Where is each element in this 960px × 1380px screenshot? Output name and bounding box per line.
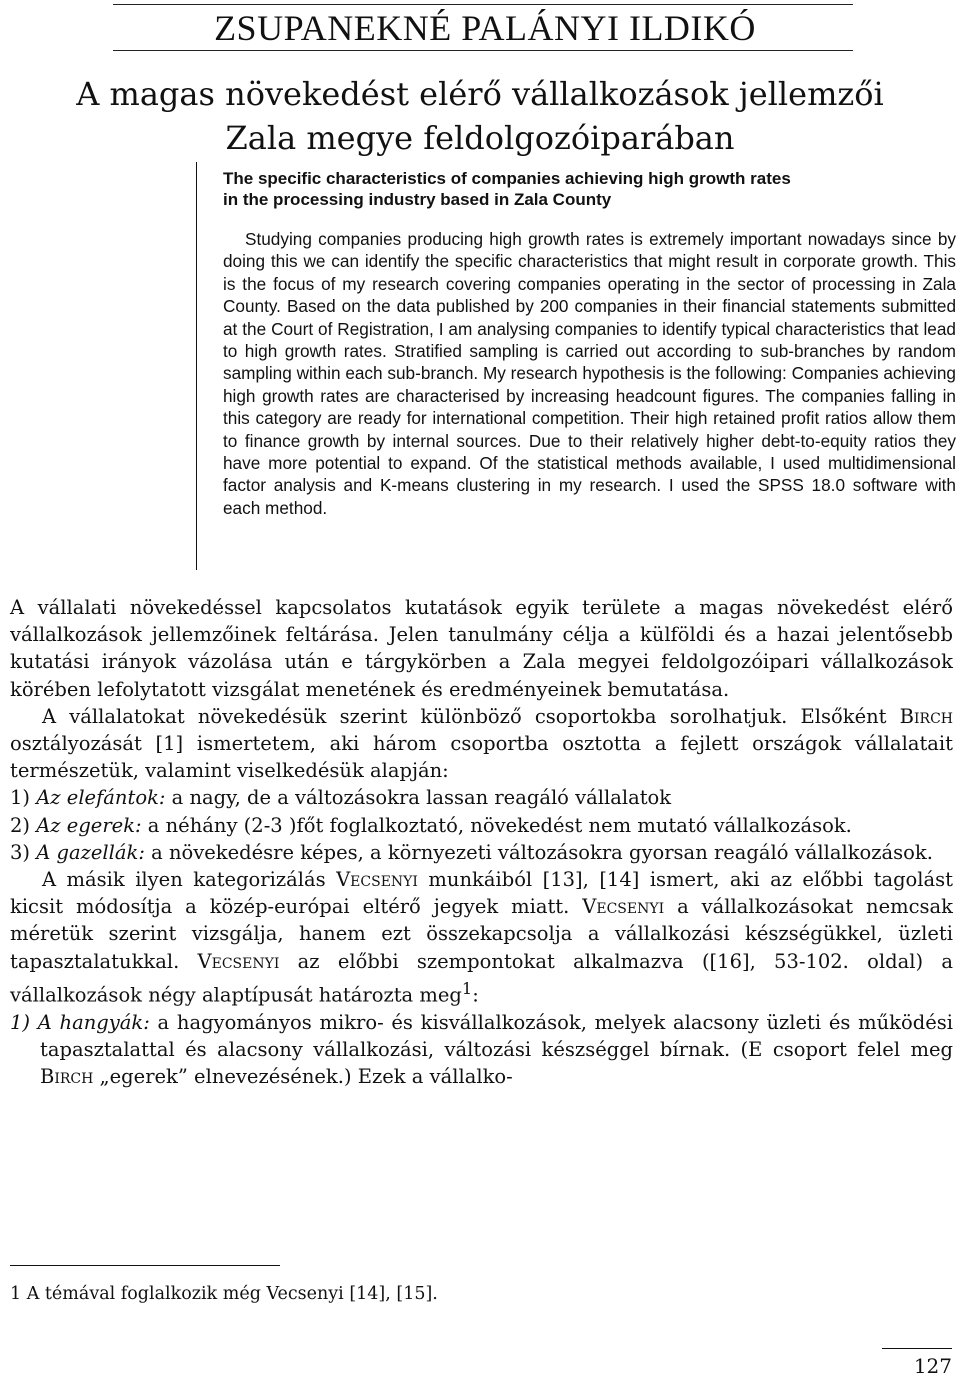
article-title [0,72,960,160]
body-text [10,594,953,1090]
article-title-line-2: Zala megye feldolgozóiparában [225,119,735,157]
author-name: ZSUPANEKNÉ PALÁNYI ILDIKÓ [214,8,756,48]
page-number: 127 [913,1354,952,1378]
page-number-rule [882,1348,952,1349]
footnote-marker[interactable]: 1 [461,978,473,998]
author-reference: Birch [40,1064,94,1088]
abstract-text: Studying companies producing high growth rates is extremely important nowadays since by doing this we can identify the specific characteristics that might result in corporate growth. This is the focus of my research covering companies operating in the sector of processing in Zala County. Based on the data published by 200 companies in their financial statements submitted at the Court of Registration, I am analysing companies to identify typical characteristics that lead to high growth rates. Stratified sampling is carried out according to sub-branches by random sampling within each sub-branch. My research hypothesis is the following: Companies achieving high growth rates are characterised by increasing headcount figures. The companies falling in this category are ready for international competition. Their high retained profit ratios allow them to finance growth by internal sources. Due to their relatively higher debt-to-equity ratios they have more potential to expand. Of the statistical methods available, I used multidimensional factor analysis and K-means clustering in my research. I used the SPSS 18.0 software with each method. [223,229,956,518]
author-reference: Vecsenyi [336,868,418,892]
list-item: 2) Az egerek: a néhány (2-3 )főt foglalkoztató, növekedést nem mutató vállalkozások. [10,813,852,837]
abstract-block [196,162,956,570]
footnote: 1 A témával foglalkozik még Vecsenyi [14], [15]. [10,1284,438,1304]
abstract-title-line-1: The specific characteristics of companies achieving high growth rates [223,169,791,188]
article-title-line-1: A magas növekedést elérő vállalkozások jellemzői [76,75,884,113]
author-reference: Vecsenyi [582,895,665,919]
list-item: 1) Az elefántok: a nagy, de a változásokra lassan reagáló vállalatok [10,786,672,810]
list-item: 1) A hangyák: a hagyományos mikro- és kisvállalkozások, melyek alacsony üzleti és működési tapasztalattal és alacsony vállalkozási, változási készséggel bírnak. (E csoport felel meg Birch „egerek” elnevezésének.) Ezek a vállalko- [10,1010,953,1088]
author-reference: Birch [899,704,953,728]
list-item: 3) A gazellák: a növekedésre képes, a környezeti változásokra gyorsan reagáló vállalkozások. [10,840,933,864]
body-paragraph: A vállalatokat növekedésük szerint különböző csoportokba sorolhatjuk. Elsőként Birch osztályozását [1] ismertetem, aki három csoportba osztotta a fejlett országok vállalatait természetük, valamint viselkedésük alapján: [10,704,953,783]
abstract-english-title [223,168,956,210]
list-term: Az egerek: [36,813,142,837]
body-paragraph: A vállalati növekedéssel kapcsolatos kutatások egyik területe a magas növekedést elérő vállalkozások jellemzőinek feltárása. Jelen tanulmány célja a külföldi és a hazai jelentősebb kutatási irányok vázolása után e tárgykörben a Zala megyei feldolgozóipari vállalkozások körében lefolytatott vizsgálat menetének és eredményeinek bemutatása. [10,596,953,701]
footnote-rule [10,1265,280,1266]
header-top-rule [113,4,853,5]
list-term: A hangyák: [37,1010,150,1034]
header-bottom-rule [113,50,853,51]
author-reference: Vecsenyi [197,949,280,973]
body-paragraph: A másik ilyen kategorizálás Vecsenyi munkáiból [13], [14] ismert, aki az előbbi tagolást kicsit módosítja a közép-európai eltérő jegyek miatt. Vecsenyi a vállalkozásokat nemcsak méretük szerint vizsgálja, hanem ezt összekapcsolja a vállalkozási készségükkel, üzleti tapasztalatukkal. Vecsenyi az előbbi szempontokat alkalmazva ([16], 53-102. oldal) a vállalkozások négy alaptípusát határozta meg$^1$: [10,868,954,1007]
list-term: A gazellák: [36,840,145,864]
list-term: Az elefántok: [36,786,166,810]
abstract-title-line-2: in the processing industry based in Zala County [223,190,612,209]
